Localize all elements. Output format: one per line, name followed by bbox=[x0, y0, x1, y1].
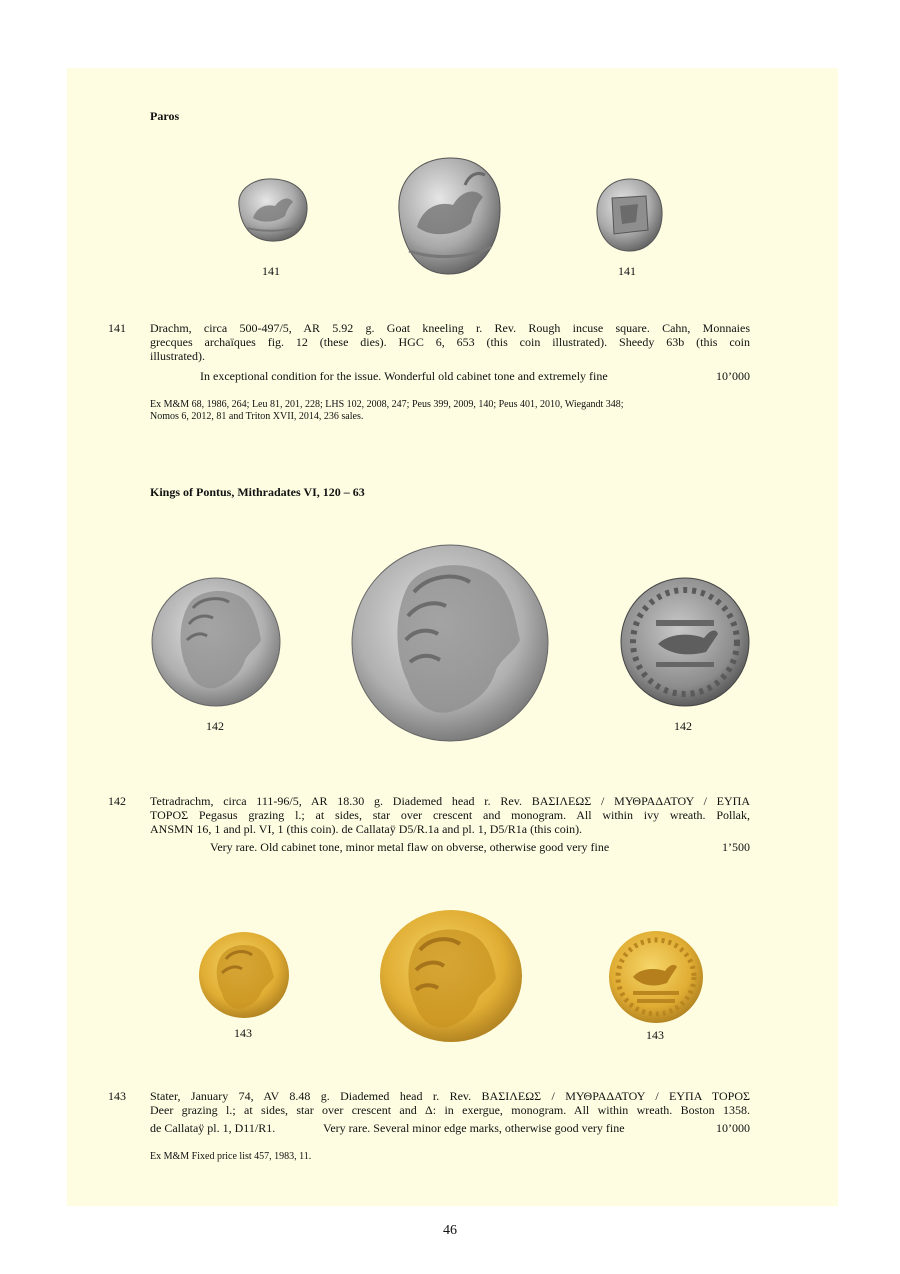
lot-number-143: 143 bbox=[108, 1089, 126, 1103]
lot-provenance-141 bbox=[150, 399, 750, 423]
coin-141-obverse-enlarged bbox=[393, 155, 505, 277]
coin-141-obverse-small bbox=[233, 176, 311, 244]
lot-description-142 bbox=[150, 794, 750, 836]
coin-caption-142-right: 142 bbox=[674, 719, 692, 733]
desc-line: Stater, January 74, AV 8.48 g. Diademed head r. Rev. ΒΑΣΙΛΕΩΣ / ΜΥΘΡΑΔΑΤΟΥ / ΕΥΠΑ ΤΟΡΟΣ bbox=[150, 1089, 750, 1103]
lot-description-141 bbox=[150, 321, 750, 363]
desc-line: Drachm, circa 500-497/5, AR 5.92 g. Goat kneeling r. Rev. Rough incuse square. Cahn, Monnaies bbox=[150, 321, 750, 335]
lot-number-142: 142 bbox=[108, 794, 126, 808]
coin-143-obverse-small bbox=[196, 929, 292, 1021]
coin-caption-143-right: 143 bbox=[646, 1028, 664, 1042]
provenance-line: Ex M&M Fixed price list 457, 1983, 11. bbox=[150, 1151, 312, 1162]
lot-description-143 bbox=[150, 1089, 750, 1117]
coin-143-obverse-enlarged bbox=[378, 908, 524, 1044]
coin-caption-143-left: 143 bbox=[234, 1026, 252, 1040]
provenance-line: Ex M&M 68, 1986, 264; Leu 81, 201, 228; LHS 102, 2008, 247; Peus 399, 2009, 140; Peus 401, 2010, Wiegandt 348; bbox=[150, 399, 624, 410]
lot-number-141: 141 bbox=[108, 321, 126, 335]
page-number: 46 bbox=[443, 1223, 457, 1238]
lot-price-142: 1’500 bbox=[722, 840, 750, 854]
lot-provenance-143 bbox=[150, 1151, 750, 1163]
lot-condition-143: Very rare. Several minor edge marks, otherwise good very fine bbox=[323, 1121, 625, 1135]
lot-condition-141: In exceptional condition for the issue. Wonderful old cabinet tone and extremely fine bbox=[200, 369, 608, 383]
desc-line: Tetradrachm, circa 111-96/5, AR 18.30 g. Diademed head r. Rev. ΒΑΣΙΛΕΩΣ / ΜΥΘΡΑΔΑΤΟΥ / ΕΥΠΑ bbox=[150, 794, 750, 808]
section-heading-pontus: Kings of Pontus, Mithradates VI, 120 – 63 bbox=[150, 485, 365, 499]
lot-price-143: 10’000 bbox=[716, 1121, 750, 1135]
provenance-line: Nomos 6, 2012, 81 and Triton XVII, 2014, 236 sales. bbox=[150, 411, 364, 422]
coin-141-reverse-incuse bbox=[592, 176, 666, 254]
lot-reference-143: de Callataÿ pl. 1, D11/R1. bbox=[150, 1121, 276, 1135]
coin-142-obverse-small bbox=[149, 574, 283, 710]
coin-142-obverse-enlarged bbox=[350, 540, 550, 746]
coin-143-reverse-deer bbox=[607, 929, 705, 1025]
coin-caption-141-right: 141 bbox=[618, 264, 636, 278]
coin-142-reverse-pegasus bbox=[618, 574, 752, 710]
desc-line: illustrated). bbox=[150, 349, 205, 363]
lot-price-141: 10’000 bbox=[716, 369, 750, 383]
desc-line: ΤΟΡΟΣ Pegasus grazing l.; at sides, star over crescent and monogram. All within ivy wreath. Pollak, bbox=[150, 808, 750, 822]
coin-caption-141-left: 141 bbox=[262, 264, 280, 278]
coin-caption-142-left: 142 bbox=[206, 719, 224, 733]
lot-condition-142: Very rare. Old cabinet tone, minor metal flaw on obverse, otherwise good very fine bbox=[210, 840, 610, 854]
section-heading-paros: Paros bbox=[150, 109, 180, 123]
desc-line: Deer grazing l.; at sides, star over crescent and Δ: in exergue, monogram. All within wreath. Boston 1358. bbox=[150, 1103, 750, 1117]
desc-line: grecques archaïques fig. 12 (these dies). HGC 6, 653 (this coin illustrated). Sheedy 63b (this coin bbox=[150, 335, 750, 349]
desc-line: ANSMN 16, 1 and pl. VI, 1 (this coin). de Callataÿ D5/R.1a and pl. 1, D5/R1a (this coin). bbox=[150, 822, 583, 836]
